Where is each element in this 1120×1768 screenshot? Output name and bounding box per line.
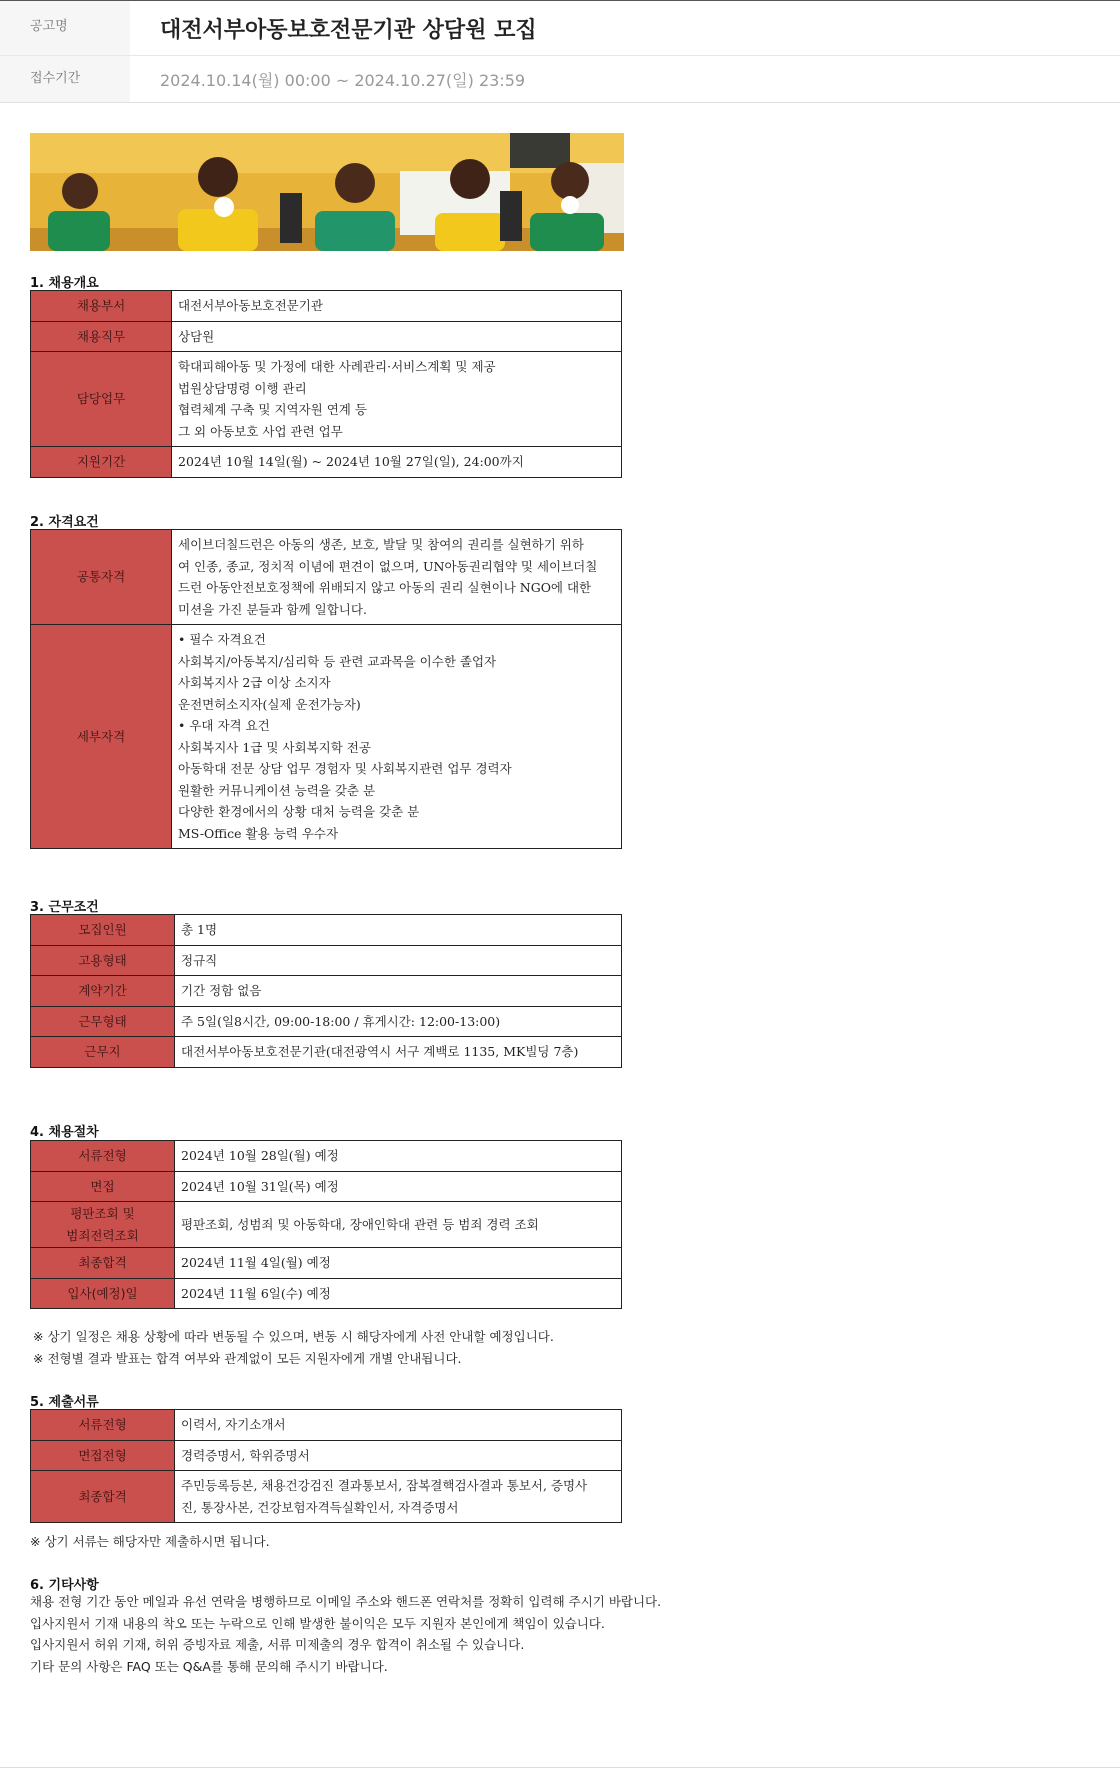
row-header-cell: 채용직무 bbox=[31, 321, 172, 352]
value-line: 총 1명 bbox=[181, 922, 218, 937]
row-header-cell: 지원기간 bbox=[31, 447, 172, 478]
value-line: 2024년 11월 4일(월) 예정 bbox=[181, 1255, 331, 1270]
row-header-cell: 면접전형 bbox=[31, 1440, 175, 1471]
value-line: 대전서부아동보호전문기관(대전광역시 서구 계백로 1135, MK빌딩 7층) bbox=[181, 1044, 579, 1059]
notice-title-row bbox=[0, 1, 1120, 56]
table-row bbox=[31, 352, 622, 447]
value-line: 사회복지사 2급 이상 소지자 bbox=[178, 675, 331, 690]
row-value-cell bbox=[172, 352, 622, 447]
table-row bbox=[31, 321, 622, 352]
row-header-cell: 근무형태 bbox=[31, 1006, 175, 1037]
table-row bbox=[31, 447, 622, 478]
table-row bbox=[31, 1278, 622, 1309]
value-line: 다양한 환경에서의 상황 대처 능력을 갖춘 분 bbox=[178, 804, 420, 819]
section-title-working-conditions: 3. 근무조건 bbox=[30, 900, 99, 915]
row-value-cell bbox=[175, 1471, 622, 1523]
other-notes bbox=[30, 1591, 661, 1677]
table-row bbox=[31, 1410, 622, 1441]
documents-table bbox=[30, 1409, 622, 1523]
value-line: 정규직 bbox=[181, 952, 218, 968]
table-row bbox=[31, 291, 622, 322]
value-line: 대전서부아동보호전문기관 bbox=[178, 298, 323, 313]
section-title-qualifications: 2. 자격요건 bbox=[30, 515, 99, 530]
row-header-cell: 세부자격 bbox=[31, 625, 172, 849]
value-line: 협력체계 구축 및 지역자원 연계 등 bbox=[178, 402, 367, 417]
row-value-cell bbox=[175, 915, 622, 946]
row-value-cell bbox=[175, 1141, 622, 1172]
row-header-cell: 면접 bbox=[31, 1171, 175, 1202]
table-row bbox=[31, 1141, 622, 1172]
value-line: 드런 아동안전보호정책에 위배되지 않고 아동의 권리 실현이나 NGO에 대한 bbox=[178, 580, 592, 595]
row-header-cell: 평판조회 및 범죄전력조회 bbox=[31, 1202, 175, 1248]
row-header-cell: 공통자격 bbox=[31, 530, 172, 625]
value-line: 주 5일(일8시간, 09:00-18:00 / 휴게시간: 12:00-13:00) bbox=[181, 1013, 501, 1029]
value-line: 진, 통장사본, 건강보험자격득실확인서, 자격증명서 bbox=[181, 1499, 459, 1515]
section-title-hiring-process: 4. 채용절차 bbox=[30, 1125, 99, 1140]
children-banner-image bbox=[30, 133, 624, 251]
row-value-cell bbox=[175, 1202, 622, 1248]
application-period-row bbox=[0, 56, 1120, 103]
row-value-cell bbox=[175, 1278, 622, 1309]
table-row bbox=[31, 1471, 622, 1523]
row-value-cell bbox=[175, 1440, 622, 1471]
row-value-cell bbox=[175, 1410, 622, 1441]
row-value-cell bbox=[175, 976, 622, 1007]
value-line: 평판조회, 성범죄 및 아동학대, 장애인학대 관련 등 범죄 경력 조회 bbox=[181, 1216, 539, 1232]
value-line: 미션을 가진 분들과 함께 일합니다. bbox=[178, 601, 367, 617]
table-row bbox=[31, 530, 622, 625]
application-period: 2024.10.14(월) 00:00 ~ 2024.10.27(일) 23:59 bbox=[160, 71, 526, 90]
table-row bbox=[31, 1006, 622, 1037]
value-line: 여 인종, 종교, 정치적 이념에 편견이 없으며, UN아동권리협약 및 세이브더칠 bbox=[178, 558, 598, 574]
other-note-line: 입사지원서 허위 기재, 허위 증빙자료 제출, 서류 미제출의 경우 합격이 취소될 수 있습니다. bbox=[30, 1637, 525, 1652]
value-line: • 필수 자격요건 bbox=[178, 632, 266, 647]
row-header-cell: 입사(예정)일 bbox=[31, 1278, 175, 1309]
note-line: ※ 상기 서류는 해당자만 제출하시면 됩니다. bbox=[30, 1534, 270, 1549]
value-line: 상담원 bbox=[178, 328, 215, 344]
value-line: 법원상담명령 이행 관리 bbox=[178, 380, 307, 396]
recruitment-overview-table bbox=[30, 290, 622, 478]
row-value-cell bbox=[175, 945, 622, 976]
row-header-cell: 고용형태 bbox=[31, 945, 175, 976]
value-line: • 우대 자격 요건 bbox=[178, 718, 270, 733]
row-value-cell bbox=[172, 625, 622, 849]
table-row bbox=[31, 976, 622, 1007]
row-value-cell bbox=[175, 1037, 622, 1068]
row-header-cell: 담당업무 bbox=[31, 352, 172, 447]
row-header-cell: 채용부서 bbox=[31, 291, 172, 322]
table-row bbox=[31, 915, 622, 946]
value-line: 아동학대 전문 상담 업무 경험자 및 사회복지관련 업무 경력자 bbox=[178, 761, 512, 776]
row-header-cell: 모집인원 bbox=[31, 915, 175, 946]
value-line: 학대피해아동 및 가정에 대한 사례관리·서비스계획 및 제공 bbox=[178, 359, 496, 374]
other-note-line: 기타 문의 사항은 FAQ 또는 Q&A를 통해 문의해 주시기 바랍니다. bbox=[30, 1658, 388, 1674]
table-row bbox=[31, 945, 622, 976]
table-row bbox=[31, 1037, 622, 1068]
value-line: 기간 정함 없음 bbox=[181, 983, 262, 998]
other-note-line: 입사지원서 기재 내용의 착오 또는 누락으로 인해 발생한 불이익은 모두 지원자 본인에게 책임이 있습니다. bbox=[30, 1615, 605, 1631]
value-line: 사회복지/아동복지/심리학 등 관련 교과목을 이수한 졸업자 bbox=[178, 653, 497, 669]
value-line: 사회복지사 1급 및 사회복지학 전공 bbox=[178, 739, 371, 755]
section-title-documents: 5. 제출서류 bbox=[30, 1395, 99, 1410]
table-row bbox=[31, 1171, 622, 1202]
row-value-cell bbox=[175, 1171, 622, 1202]
notice-title-label: 공고명 bbox=[0, 1, 130, 55]
value-line: 원활한 커뮤니케이션 능력을 갖춘 분 bbox=[178, 782, 376, 798]
note-line: ※ 상기 일정은 채용 상황에 따라 변동될 수 있으며, 변동 시 해당자에게 사전 안내할 예정입니다. bbox=[33, 1329, 554, 1344]
section-title-other-notes: 6. 기타사항 bbox=[30, 1578, 99, 1593]
other-note-line: 채용 전형 기간 동안 메일과 유선 연락을 병행하므로 이메일 주소와 핸드폰 연락처를 정확히 입력해 주시기 바랍니다. bbox=[30, 1594, 662, 1609]
working-conditions-table bbox=[30, 914, 622, 1068]
application-period-label: 접수기간 bbox=[0, 56, 130, 102]
value-line: 2024년 10월 14일(월) ~ 2024년 10월 27일(일), 24:00까지 bbox=[178, 454, 524, 469]
value-line: 그 외 아동보호 사업 관련 업무 bbox=[178, 423, 343, 439]
note-line: ※ 전형별 결과 발표는 합격 여부와 관계없이 모든 지원자에게 개별 안내됩니다. bbox=[33, 1350, 462, 1366]
documents-note bbox=[30, 1531, 270, 1553]
row-value-cell bbox=[172, 321, 622, 352]
hiring-process-notes bbox=[33, 1326, 554, 1369]
row-header-cell: 서류전형 bbox=[31, 1141, 175, 1172]
value-line: MS-Office 활용 능력 우수자 bbox=[178, 825, 339, 841]
qualifications-table bbox=[30, 529, 622, 849]
row-header-cell: 서류전형 bbox=[31, 1410, 175, 1441]
row-value-cell bbox=[172, 530, 622, 625]
value-line: 2024년 10월 31일(목) 예정 bbox=[181, 1178, 339, 1194]
row-header-cell: 계약기간 bbox=[31, 976, 175, 1007]
notice-title: 대전서부아동보호전문기관 상담원 모집 bbox=[160, 18, 537, 43]
table-row bbox=[31, 625, 622, 849]
row-header-cell: 최종합격 bbox=[31, 1471, 175, 1523]
row-header-cell: 최종합격 bbox=[31, 1248, 175, 1279]
section-title-recruitment-overview: 1. 채용개요 bbox=[30, 276, 99, 291]
table-row bbox=[31, 1248, 622, 1279]
value-line: 운전면허소지자(실제 운전가능자) bbox=[178, 696, 361, 712]
row-value-cell bbox=[175, 1006, 622, 1037]
row-value-cell bbox=[172, 447, 622, 478]
value-line: 경력증명서, 학위증명서 bbox=[181, 1447, 310, 1463]
value-line: 주민등록등본, 채용건강검진 결과통보서, 잠복결핵검사결과 통보서, 증명사 bbox=[181, 1478, 588, 1493]
value-line: 이력서, 자기소개서 bbox=[181, 1417, 286, 1432]
value-line: 세이브더칠드런은 아동의 생존, 보호, 발달 및 참여의 권리를 실현하기 위하 bbox=[178, 537, 584, 552]
value-line: 2024년 11월 6일(수) 예정 bbox=[181, 1285, 331, 1301]
row-header-cell: 근무지 bbox=[31, 1037, 175, 1068]
row-value-cell bbox=[172, 291, 622, 322]
value-line: 2024년 10월 28일(월) 예정 bbox=[181, 1148, 339, 1163]
row-value-cell bbox=[175, 1248, 622, 1279]
hiring-process-table bbox=[30, 1140, 622, 1309]
table-row bbox=[31, 1202, 622, 1248]
table-row bbox=[31, 1440, 622, 1471]
